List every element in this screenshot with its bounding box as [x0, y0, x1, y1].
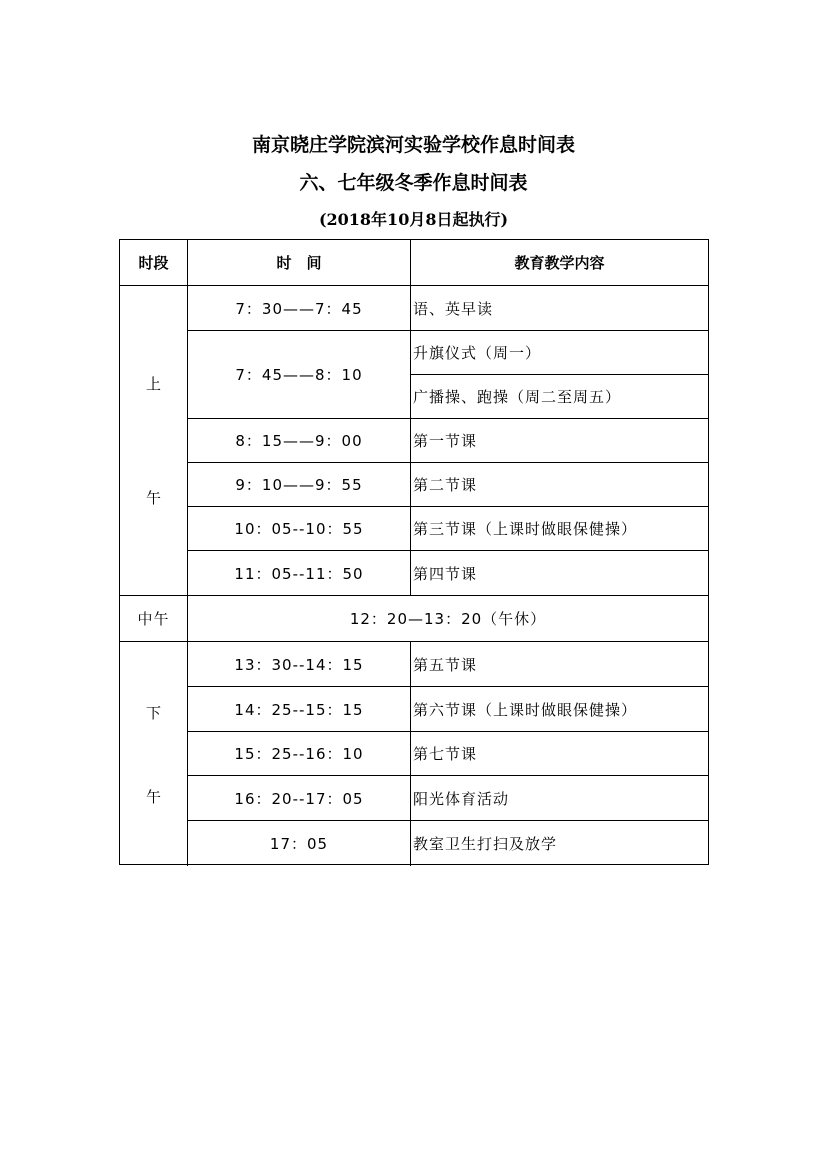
period-noon: 中午: [120, 596, 188, 642]
time-cell: 11：05--11：50: [188, 551, 411, 596]
content-cell: 广播操、跑操（周二至周五）: [411, 375, 708, 419]
time-cell: 9：10——9：55: [188, 463, 411, 507]
content-cell: 第二节课: [411, 463, 708, 507]
period-afternoon: [120, 642, 188, 866]
header-time: 时 间: [188, 240, 411, 286]
schedule-table: [119, 239, 709, 865]
content-cell: 第五节课: [411, 642, 708, 687]
schedule-subtitle: 六、七年级冬季作息时间表: [299, 172, 528, 194]
time-cell: 10：05--10：55: [188, 507, 411, 551]
content-cell: 第三节课（上课时做眼保健操）: [411, 507, 708, 551]
time-cell: 13：30--14：15: [188, 642, 411, 687]
time-cell: 8：15——9：00: [188, 419, 411, 463]
time-cell: 7：30——7：45: [188, 286, 411, 331]
content-cell: 教室卫生打扫及放学: [413, 835, 558, 853]
header-content: 教育教学内容: [411, 240, 708, 286]
period-afternoon-char2: 午: [145, 787, 161, 806]
time-cell: 16：20--17：05: [188, 776, 411, 821]
document-title: 南京晓庄学院滨河实验学校作息时间表: [251, 134, 575, 156]
period-morning-char1: 上: [145, 374, 161, 393]
content-cell: 语、英早读: [411, 286, 708, 331]
content-cell: 第四节课: [411, 551, 708, 596]
header-period: 时段: [120, 240, 188, 286]
content-cell: 第六节课（上课时做眼保健操）: [411, 687, 708, 732]
time-cell: 15：25--16：10: [188, 732, 411, 776]
time-cell: 14：25--15：15: [188, 687, 411, 732]
content-cell: 第一节课: [411, 419, 708, 463]
content-cell: 阳光体育活动: [411, 776, 708, 821]
time-cell: 17：05: [188, 821, 411, 866]
period-afternoon-char1: 下: [145, 703, 161, 722]
period-morning-char2: 午: [145, 489, 161, 508]
period-morning: [120, 286, 188, 596]
content-cell: 第七节课: [411, 732, 708, 776]
time-cell: 7：45——8：10: [188, 331, 411, 419]
content-cell: 升旗仪式（周一）: [411, 331, 708, 375]
noon-break-cell: 12：20—13：20（午休）: [188, 596, 708, 642]
effective-date: (2018年10月8日起执行): [318, 210, 509, 229]
